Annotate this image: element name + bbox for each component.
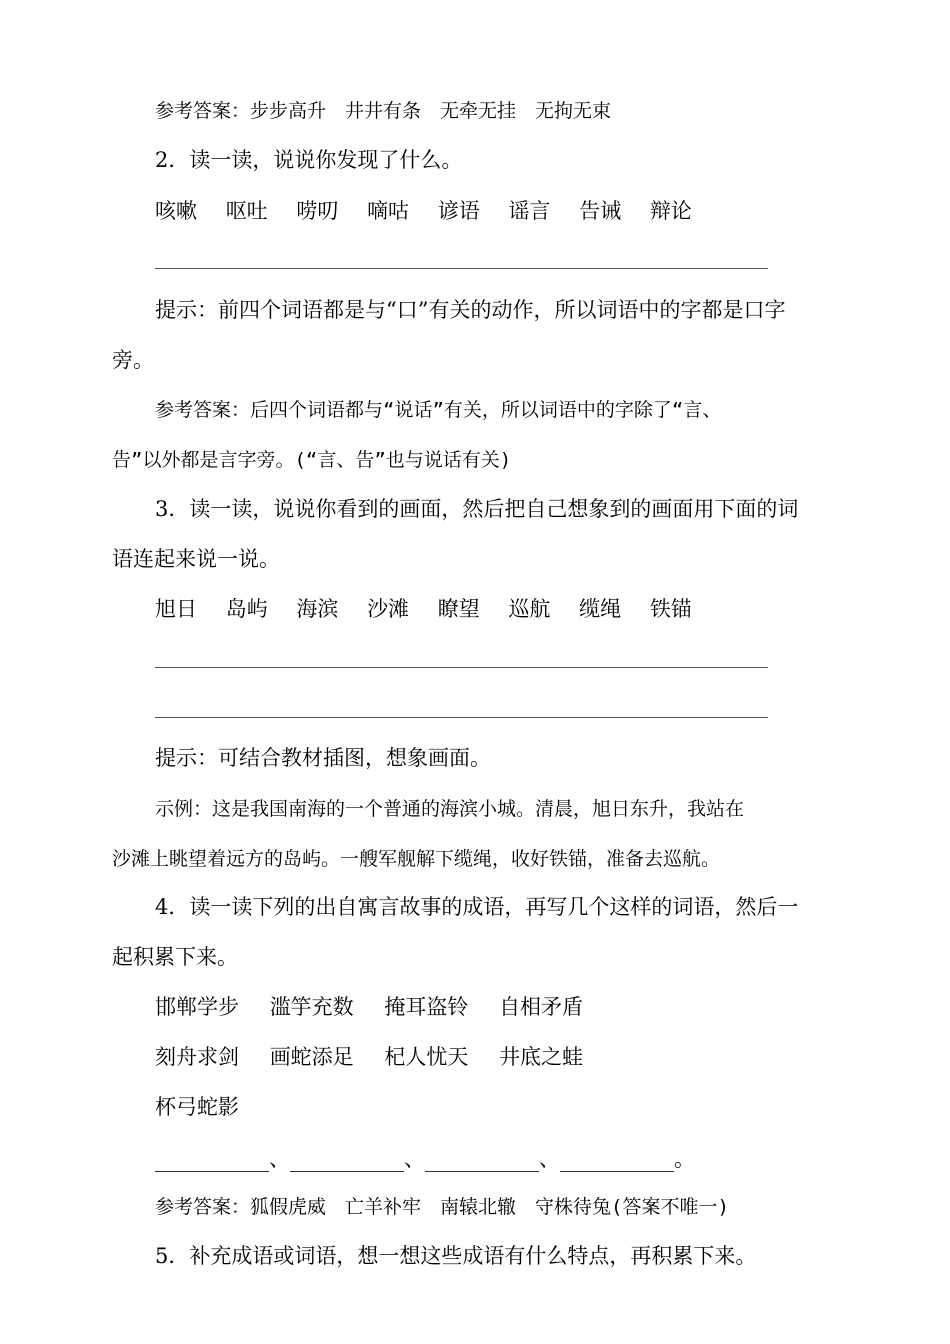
q2-hint-line2: 旁。 [112,348,154,372]
q3-word: 铁锚 [649,597,692,621]
q2-word: 告诫 [579,199,622,223]
q3-word: 缆绳 [579,597,622,621]
q2-hint-line1: 提示：前四个词语都是与“口”有关的动作，所以词语中的字都是口字 [155,298,786,322]
separator: 、 [539,1147,560,1171]
separator: 、 [404,1147,425,1171]
q3-word: 瞭望 [437,597,480,621]
blank-field[interactable] [290,1155,404,1172]
separator: 、 [269,1147,290,1171]
answer-line[interactable] [155,268,768,269]
blank-field[interactable] [425,1155,539,1172]
q3-word: 海滨 [296,597,339,621]
q3-title-line2: 语连起来说一说。 [112,547,280,571]
q4-idiom: 井底之蛙 [499,1045,584,1069]
q2-word: 呕吐 [225,199,268,223]
q3-word: 沙滩 [367,597,410,621]
q2-word-list [155,198,692,224]
q4-idiom: 杞人忧天 [384,1045,469,1069]
q4-title-line2: 起积累下来。 [112,945,238,969]
answer-line[interactable] [155,717,768,718]
blank-field[interactable] [155,1155,269,1172]
q4-idiom-row [155,994,583,1020]
q4-answer: 参考答案：狐假虎威 亡羊补牢 南辕北辙 守株待兔(答案不唯一) [155,1196,729,1218]
q4-blanks [155,1146,695,1172]
q4-idiom: 滥竽充数 [269,995,354,1019]
q5-title: 5．补充成语或词语，想一想这些成语有什么特点，再积累下来。 [155,1244,757,1268]
q4-idiom: 邯郸学步 [155,995,239,1019]
q2-word: 谚语 [437,199,480,223]
q1-answer: 参考答案：步步高升 井井有条 无牵无挂 无拘无束 [155,100,612,122]
q2-answer-line1: 参考答案：后四个词语都与“说话”有关，所以词语中的字除了“言、 [155,399,722,421]
q3-word: 岛屿 [225,597,268,621]
q2-word: 嘀咕 [367,199,410,223]
q4-idiom-row [155,1044,583,1070]
q2-title: 2．读一读，说说你发现了什么。 [155,148,463,172]
answer-line[interactable] [155,667,768,668]
q2-word: 唠叨 [296,199,339,223]
q4-idiom: 画蛇添足 [269,1045,354,1069]
q3-word: 旭日 [155,597,197,621]
q4-idiom: 自相矛盾 [499,995,584,1019]
q3-hint: 提示：可结合教材插图，想象画面。 [155,746,491,770]
q3-title-line1: 3．读一读，说说你看到的画面，然后把自己想象到的画面用下面的词 [155,497,799,521]
q3-example-line1: 示例：这是我国南海的一个普通的海滨小城。清晨，旭日东升，我站在 [155,798,745,820]
q4-idiom-row [155,1094,239,1120]
period: 。 [674,1147,695,1171]
q2-answer-line2: 告”以外都是言字旁。(“言、告”也与说话有关) [112,449,512,471]
q4-idiom: 刻舟求剑 [155,1045,239,1069]
q2-word: 辩论 [649,199,692,223]
q4-idiom: 杯弓蛇影 [155,1095,239,1119]
q4-title-line1: 4．读一读下列的出自寓言故事的成语，再写几个这样的词语，然后一 [155,895,799,919]
q3-word: 巡航 [508,597,551,621]
blank-field[interactable] [560,1155,674,1172]
q3-example-line2: 沙滩上眺望着远方的岛屿。一艘军舰解下缆绳，收好铁锚，准备去巡航。 [112,848,721,870]
q2-word: 咳嗽 [155,199,197,223]
q2-word: 谣言 [508,199,551,223]
q3-word-list [155,596,692,622]
q4-idiom: 掩耳盗铃 [384,995,469,1019]
